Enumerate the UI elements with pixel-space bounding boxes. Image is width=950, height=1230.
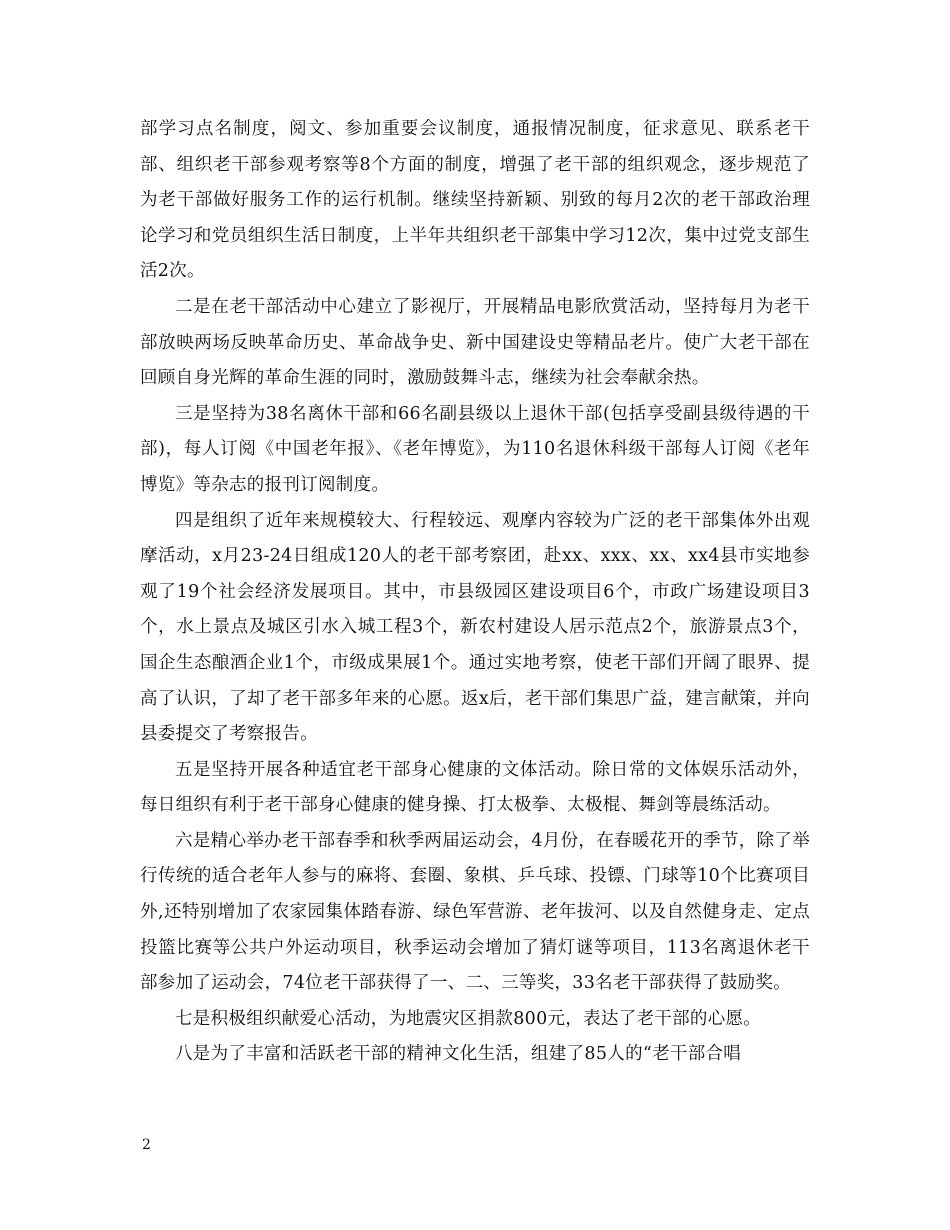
paragraph-donation: 七是积极组织献爱心活动，为地震灾区捐款800元，表达了老干部的心愿。	[175, 1008, 762, 1029]
body-text	[140, 112, 810, 1073]
paragraph-sports-meet: 六是精心举办老干部春季和秋季两届运动会，4月份，在春暖花开的季节，除了举行传统的适合老年人参与的麻将、套圈、象棋、乒乓球、投镖、门球等10个比赛项目外,还特别增加了农家园集体踏春游、绿色军营游、老年拔河、以及自然健身走、定点投篮比赛等公共户外运动项目，秋季运动会增加了猜灯谜等项目，113名离退休老干部参加了运动会，74位老干部获得了一、二、三等奖，33名老干部获得了鼓励奖。	[140, 830, 810, 994]
paragraph-continuation: 部学习点名制度，阅文、参加重要会议制度，通报情况制度，征求意见、联系老干部、组织老干部参观考察等8个方面的制度，增强了老干部的组织观念，逐步规范了为老干部做好服务工作的运行机制。继续坚持新颖、别致的每月2次的老干部政治理论学习和党员组织生活日制度，上半年共组织老干部集中学习12次，集中过党支部生活2次。	[140, 119, 810, 282]
paragraph-observation-trip: 四是组织了近年来规模较大、行程较远、观摩内容较为广泛的老干部集体外出观摩活动，x月23-24日组成120人的老干部考察团，赴xx、xxx、xx、xx4县市实地参观了19个社会经济发展项目。其中，市县级园区建设项目6个，市政广场建设项目3个，水上景点及城区引水入城工程3个，新农村建设人居示范点2个，旅游景点3个，国企生态酿酒企业1个，市级成果展1个。通过实地考察，使老干部们开阔了眼界、提高了认识，了却了老干部多年来的心愿。返x后，老干部们集思广益，建言献策，并向县委提交了考察报告。	[140, 510, 810, 745]
page-number: 2	[142, 1137, 151, 1153]
paragraph-newspaper-subscription: 三是坚持为38名离休干部和66名副县级以上退休干部(包括享受副县级待遇的干部)，每人订阅《中国老年报》、《老年博览》，为110名退休科级干部每人订阅《老年博览》等杂志的报刊订阅制度。	[140, 403, 810, 495]
paragraph-choir: 八是为了丰富和活跃老干部的精神文化生活，组建了85人的“老干部合唱	[175, 1044, 742, 1065]
paragraph-film-hall: 二是在老干部活动中心建立了影视厅，开展精品电影欣赏活动，坚持每月为老干部放映两场反映革命历史、革命战争史、新中国建设史等精品老片。使广大老干部在回顾自身光辉的革命生涯的同时，激励鼓舞斗志，继续为社会奉献余热。	[140, 296, 810, 389]
paragraph-fitness-activities: 五是坚持开展各种适宜老干部身心健康的文体活动。除日常的文体娱乐活动外，每日组织有利于老干部身心健康的健身操、打太极拳、太极棍、舞剑等晨练活动。	[140, 759, 810, 816]
